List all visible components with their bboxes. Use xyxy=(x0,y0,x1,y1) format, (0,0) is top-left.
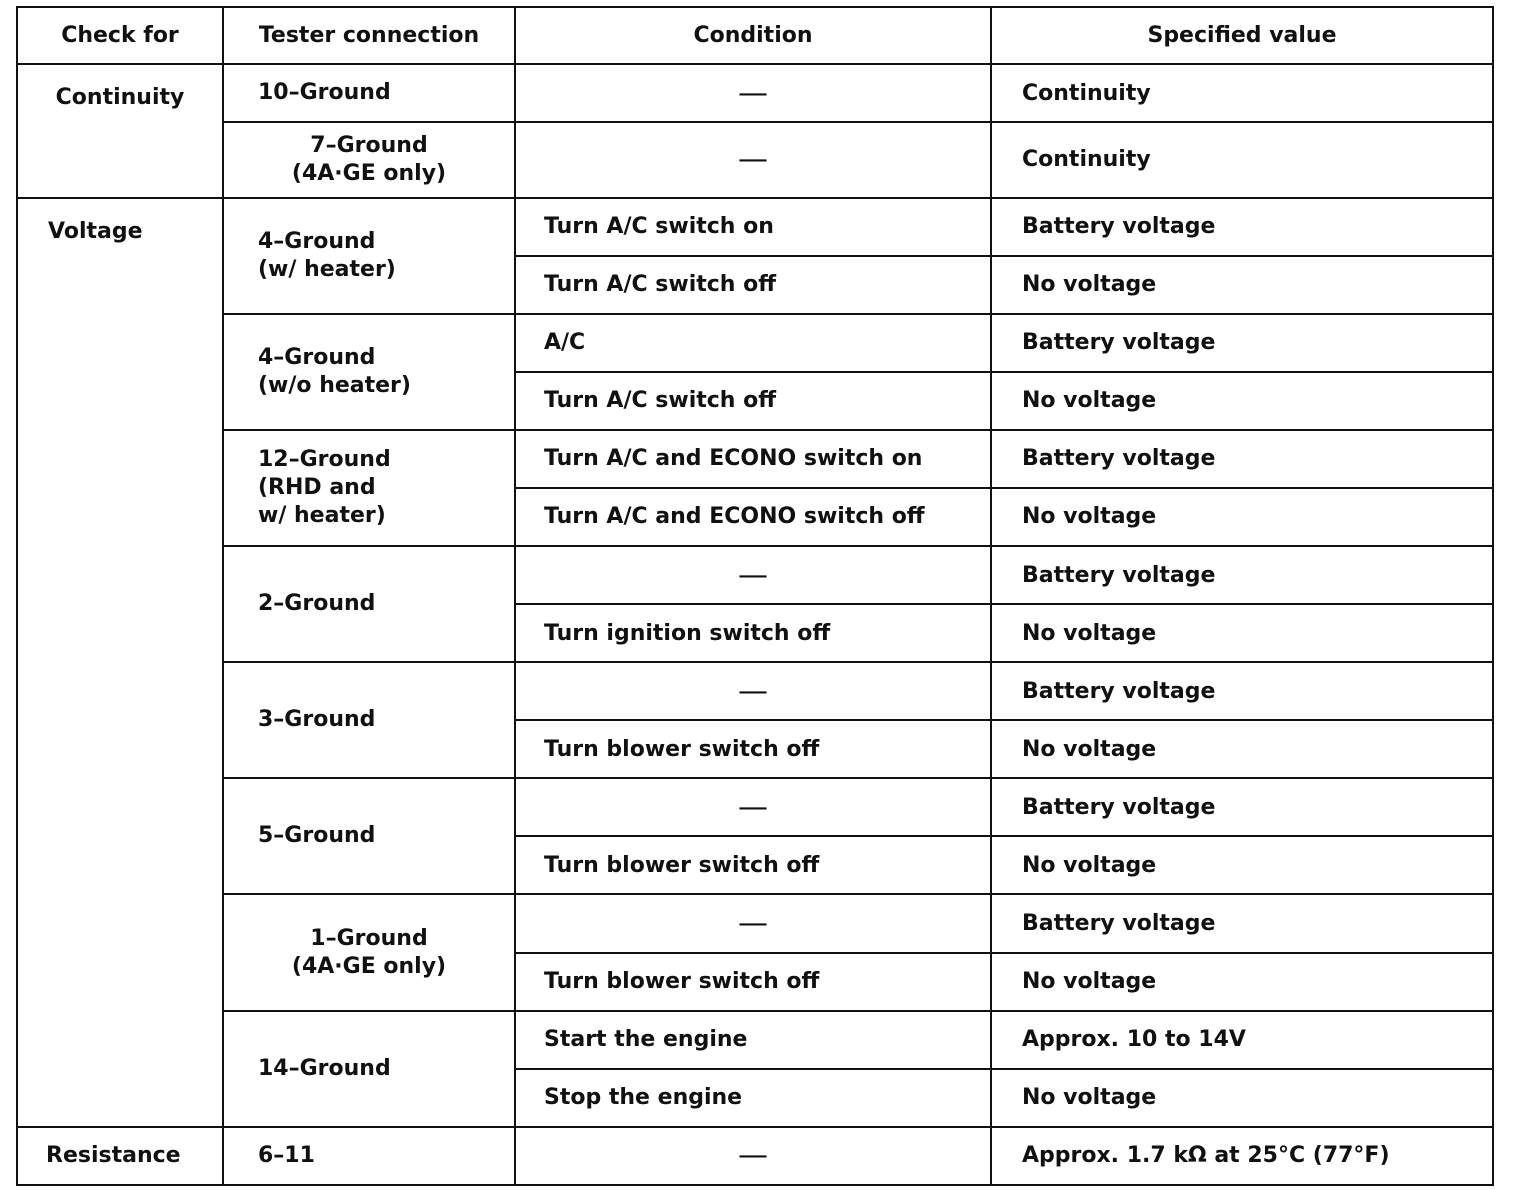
value-no-voltage: No voltage xyxy=(991,1069,1493,1127)
value-battery-voltage: Battery voltage xyxy=(991,662,1493,720)
condition-stop-engine: Stop the engine xyxy=(515,1069,991,1127)
tester-12-line1: 12–Ground xyxy=(258,446,391,472)
value-no-voltage: No voltage xyxy=(991,836,1493,894)
header-tester-connection: Tester connection xyxy=(223,7,515,64)
tester-1-line1: 1–Ground xyxy=(310,925,428,951)
table-row xyxy=(17,1011,1493,1069)
tester-3-ground: 3–Ground xyxy=(223,662,515,778)
value-battery-voltage: Battery voltage xyxy=(991,546,1493,604)
condition-blower-off: Turn blower switch off xyxy=(515,953,991,1011)
table-row xyxy=(17,430,1493,488)
condition-ac-on: Turn A/C switch on xyxy=(515,198,991,256)
tester-5-ground: 5–Ground xyxy=(223,778,515,894)
tester-7-line1: 7–Ground xyxy=(310,132,428,158)
value-no-voltage: No voltage xyxy=(991,720,1493,778)
condition-ac-econo-off: Turn A/C and ECONO switch off xyxy=(515,488,991,546)
condition-start-engine: Start the engine xyxy=(515,1011,991,1069)
condition-ac: A/C xyxy=(515,314,991,372)
tester-14-ground: 14–Ground xyxy=(223,1011,515,1127)
tester-4h-line2: (w/ heater) xyxy=(258,256,396,282)
check-voltage: Voltage xyxy=(17,198,223,1127)
tester-4nh-line1: 4–Ground xyxy=(258,344,376,370)
value-battery-voltage: Battery voltage xyxy=(991,430,1493,488)
tester-12-ground xyxy=(223,430,515,546)
condition-ac-econo-on: Turn A/C and ECONO switch on xyxy=(515,430,991,488)
condition-blower-off: Turn blower switch off xyxy=(515,720,991,778)
tester-4nh-line2: (w/o heater) xyxy=(258,372,411,398)
condition-dash: — xyxy=(515,122,991,197)
table-row xyxy=(17,662,1493,720)
condition-dash: — xyxy=(515,546,991,604)
table-row xyxy=(17,1127,1493,1185)
tester-4-ground-heater xyxy=(223,198,515,314)
specification-table xyxy=(16,6,1494,1186)
tester-4h-line1: 4–Ground xyxy=(258,228,376,254)
table-row xyxy=(17,894,1493,952)
tester-7-line2: (4A·GE only) xyxy=(291,160,447,186)
value-battery-voltage: Battery voltage xyxy=(991,198,1493,256)
check-continuity: Continuity xyxy=(17,64,223,197)
table-row xyxy=(17,314,1493,372)
header-row xyxy=(17,7,1493,64)
tester-1-line2: (4A·GE only) xyxy=(291,953,447,979)
tester-12-line3: w/ heater) xyxy=(258,502,386,528)
value-no-voltage: No voltage xyxy=(991,604,1493,662)
condition-dash: — xyxy=(515,894,991,952)
check-resistance: Resistance xyxy=(17,1127,223,1185)
tester-1-ground xyxy=(223,894,515,1010)
value-no-voltage: No voltage xyxy=(991,488,1493,546)
value-battery-voltage: Battery voltage xyxy=(991,894,1493,952)
tester-4-ground-no-heater xyxy=(223,314,515,430)
condition-dash: — xyxy=(515,662,991,720)
condition-dash: — xyxy=(515,1127,991,1185)
value-no-voltage: No voltage xyxy=(991,372,1493,430)
table-row xyxy=(17,64,1493,122)
value-continuity: Continuity xyxy=(991,122,1493,197)
value-approx-10-14v: Approx. 10 to 14V xyxy=(991,1011,1493,1069)
value-battery-voltage: Battery voltage xyxy=(991,778,1493,836)
condition-ac-off: Turn A/C switch off xyxy=(515,372,991,430)
tester-2-ground: 2–Ground xyxy=(223,546,515,662)
tester-6-11: 6–11 xyxy=(223,1127,515,1185)
table-row xyxy=(17,546,1493,604)
value-no-voltage: No voltage xyxy=(991,256,1493,314)
tester-10-ground: 10–Ground xyxy=(223,64,515,122)
table-row xyxy=(17,198,1493,256)
condition-ignition-off: Turn ignition switch off xyxy=(515,604,991,662)
value-battery-voltage: Battery voltage xyxy=(991,314,1493,372)
header-check-for: Check for xyxy=(17,7,223,64)
condition-blower-off: Turn blower switch off xyxy=(515,836,991,894)
value-continuity: Continuity xyxy=(991,64,1493,122)
value-no-voltage: No voltage xyxy=(991,953,1493,1011)
tester-12-line2: (RHD and xyxy=(258,474,376,500)
table-row xyxy=(17,778,1493,836)
condition-dash: — xyxy=(515,64,991,122)
header-condition: Condition xyxy=(515,7,991,64)
condition-ac-off: Turn A/C switch off xyxy=(515,256,991,314)
value-approx-resistance: Approx. 1.7 kΩ at 25°C (77°F) xyxy=(991,1127,1493,1185)
condition-dash: — xyxy=(515,778,991,836)
tester-7-ground xyxy=(223,122,515,197)
table-row xyxy=(17,122,1493,197)
header-specified-value: Specified value xyxy=(991,7,1493,64)
